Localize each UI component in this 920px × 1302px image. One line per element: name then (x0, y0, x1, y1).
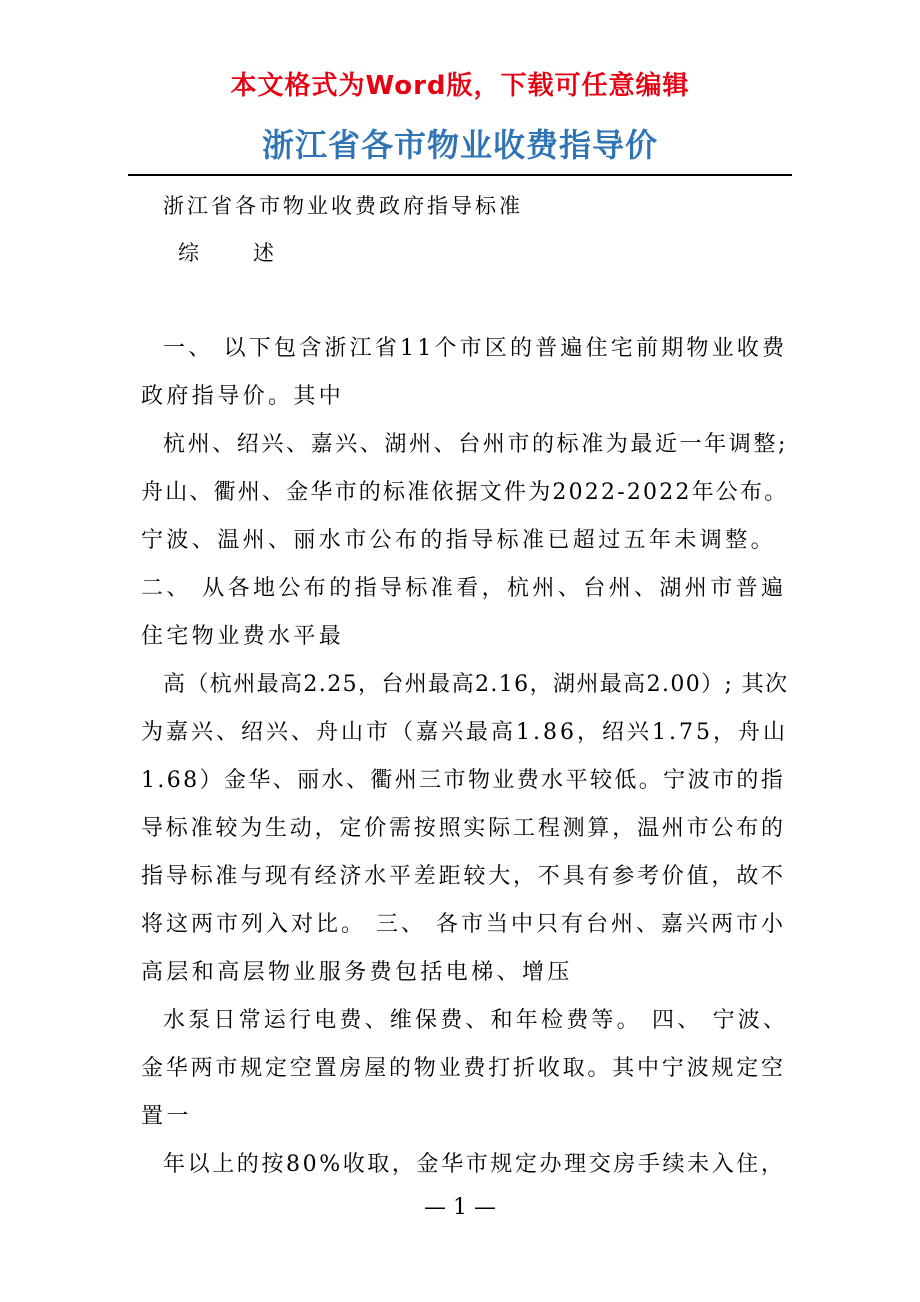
body-line: 金华两市规定空置房屋的物业费打折收取。其中宁波规定空 (141, 1056, 786, 1081)
page-number: — 1 — (424, 1195, 496, 1220)
document-title: 浙江省各市物业收费指导价 (261, 126, 658, 164)
section-heading (178, 233, 274, 273)
body-line: 一、 以下包含浙江省11个市区的普遍住宅前期物业收费 (163, 336, 788, 361)
body-line: 高层和高层物业服务费包括电梯、增压 (141, 960, 573, 985)
body-line: 指导标准与现有经济水平差距较大，不具有参考价值，故不 (141, 864, 786, 889)
body-line: 舟山、衢州、金华市的标准依据文件为2022-2022年公布。 (141, 480, 789, 505)
document-subtitle: 浙江省各市物业收费政府指导标准 (163, 194, 523, 218)
body-line: 1.68）金华、丽水、衢州三市物业费水平较低。宁波市的指 (141, 768, 786, 793)
body-line: 置一 (141, 1104, 192, 1129)
heading-char-left: 综 (178, 241, 199, 265)
body-line: 年以上的按80%收取，金华市规定办理交房手续未入住， (163, 1152, 786, 1177)
body-line: 杭州、绍兴、嘉兴、湖州、台州市的标准为最近一年调整; (163, 432, 789, 457)
body-line: 为嘉兴、绍兴、舟山市（嘉兴最高1.86，绍兴1.75，舟山 (141, 720, 788, 745)
body-line: 宁波、温州、丽水市公布的指导标准已超过五年未调整。 (141, 528, 777, 553)
title-divider (128, 174, 792, 176)
body-line: 水泵日常运行电费、维保费、和年检费等。 四、 宁波、 (163, 1008, 789, 1033)
body-line: 导标准较为生动，定价需按照实际工程测算，温州市公布的 (141, 816, 786, 841)
heading-char-right: 述 (253, 241, 274, 265)
body-line: 将这两市列入对比。 三、 各市当中只有台州、嘉兴两市小 (141, 912, 786, 937)
body-line: 住宅物业费水平最 (141, 624, 345, 649)
body-line: 二、 从各地公布的指导标准看，杭州、台州、湖州市普遍 (141, 576, 787, 601)
body-line: 高（杭州最高2.25，台州最高2.16，湖州最高2.00）; 其次 (163, 672, 789, 697)
body-line: 政府指导价。其中 (141, 384, 345, 409)
download-banner: 本文格式为Word版，下载可任意编辑 (230, 71, 690, 101)
